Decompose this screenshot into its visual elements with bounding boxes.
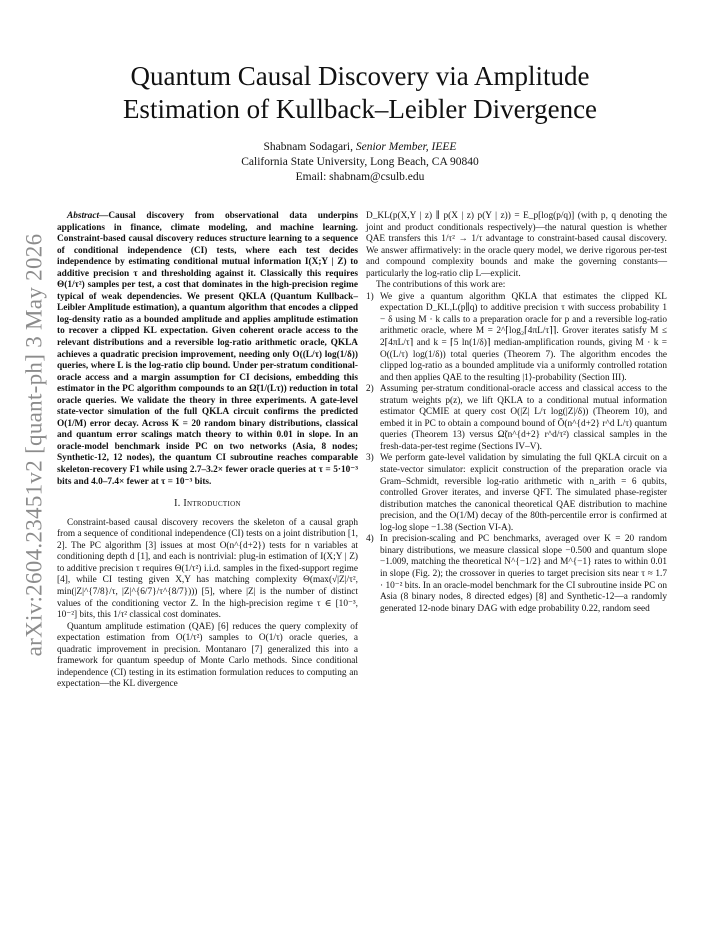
- section-heading-introduction: I. Introduction: [174, 498, 241, 510]
- title-line-2: Estimation of Kullback–Leibler Divergence: [122, 94, 598, 124]
- contribution-item: [366, 292, 667, 384]
- right-paragraph-1: D_KL(p(X,Y | z) ∥ p(X | z) p(Y | z)) = E_p[log(p/q)] (with p, q denoting the joint and product conditionals respectively)—the natural question is whether QAE transfers this 1/τ² → 1/τ advantage to constraint-based causal discovery. We answer affirmatively: in the oracle query model, we derive rigorous per-test and compound complexity bounds and make the governing constants—particularly the log-ratio clip L—explicit.: [366, 211, 667, 279]
- intro-paragraph-2: Quantum amplitude estimation (QAE) [6] reduces the query complexity of expectation estimation from O(1/τ²) samples to O(1/τ) oracle queries, a quadratic improvement in precision. Montanaro [7] generalized this into a framework for quantum speedup of Monte Carlo methods. Since conditional independence (CI) testing in its estimation formulation reduces to computing an expectation—the KL divergence: [57, 621, 358, 690]
- abstract: [57, 211, 358, 488]
- contribution-number: 2): [366, 384, 374, 395]
- title-line-1: Quantum Causal Discovery via Amplitude: [130, 61, 590, 91]
- left-column: [57, 211, 358, 691]
- contributions-list: [366, 292, 667, 615]
- abstract-lead: Abstract: [67, 211, 100, 221]
- arxiv-identifier-text: arXiv:2604.23451v2 [quant-ph] 3 May 2026: [21, 233, 46, 657]
- author-role: Senior Member, IEEE: [355, 141, 457, 153]
- author-line: [80, 140, 640, 155]
- contribution-number: 1): [366, 291, 374, 302]
- paper-title: [80, 60, 640, 126]
- contribution-number: 4): [366, 534, 374, 545]
- contribution-text: We give a quantum algorithm QKLA that estimates the clipped KL expectation D_KL,L(p∥q) to additive precision τ with success probability 1 − δ using M · k calls to a preparation oracle for p and a reversible log-ratio arithmetic oracle, where M = 2^⌈log₂⌈4πL/τ⌉⌉. Grover iterates satisfy M ≤ 2⌈4πL/τ⌉ and k = ⌈5 ln(1/δ)⌉ median-amplification rounds, giving M · k = O((L/τ) log(1/δ)) total queries (Theorem 7). The algorithm encodes the clipped log-ratio as a bounded amplitude via a uniformly controlled rotation and then applies QAE to the resulting |1⟩-probability (Section III).: [380, 291, 667, 383]
- author-block: [80, 140, 640, 185]
- contribution-text: Assuming per-stratum conditional-oracle access and classical access to the stratum weights p(z), we lift QKLA to a conditional mutual information estimator QCMIE at query cost O(|Z| L/τ log(|Z|/δ)) (Theorem 10), and embed it in PC to obtain a compound bound of Õ(n^{d+2} r^d L/τ) quantum queries (Theorem 13) versus Ω̃(n^{d+2} r^d/τ²) classical samples in the fresh-data-per-test regime (Sections IV–V).: [380, 384, 667, 452]
- abstract-body: —Causal discovery from observational data underpins applications in finance, climate modeling, and machine learning. Constraint-based causal discovery reduces structure learning to a sequence of conditional independence (CI) tests, where each test decides independence by estimating conditional mutual information I(X;Y | Z) to additive precision τ and thresholding against it. Classically this requires Θ(1/τ²) samples per test, a cost that dominates in the high-precision regime typical of weak dependencies. We present QKLA (Quantum Kullback–Leibler Amplitude estimation), a quantum algorithm that encodes a clipped log-density ratio as a bounded amplitude and applies amplitude estimation to recover a clipped KL expectation. Given coherent oracle access to the relevant distributions and a reversible log-ratio arithmetic oracle, QKLA achieves a quadratic precision improvement, needing only O((L/τ) log(1/δ)) queries, where L is the log-ratio clip bound. Under per-stratum conditional-oracle access and a margin assumption for CI decisions, embedding this estimator in the PC algorithm compounds to an Ω̃(1/(Lτ)) reduction in total oracle queries. We validate the theory in three experiments. A gate-level state-vector simulation of the full QKLA circuit confirms the predicted O(1/M) error decay. Across K = 20 random binary distributions, classical and quantum error scalings match theory to within 0.01 in slope. In an oracle-model benchmark inside PC on two networks (Asia, 8 nodes; Synthetic-12, 12 nodes), the quantum CI subroutine reaches comparable skeleton-recovery F1 while using 2.7–3.2× fewer oracle queries at τ = 5·10⁻³ bits and 4.0–7.4× fewer at τ = 10⁻³ bits.: [57, 211, 358, 487]
- intro-paragraph-1: Constraint-based causal discovery recovers the skeleton of a causal graph from a sequence of conditional independence (CI) tests on a joint distribution [1, 2]. The PC algorithm [3] issues at most O(n^{d+2}) tests for n variables at conditioning depth d [1], and each is nontrivial: plug-in estimation of I(X;Y | Z) to additive precision τ requires Θ(1/τ²) i.i.d. samples in the fixed-support regime [4], while CI testing given X,Y has matching complexity Θ(max(√|Z|/τ², min(|Z|^{7/8}/τ, |Z|^{6/7}/τ^{8/7}))) [5], where |Z| is the number of distinct values of the conditioning vector Z. In the high-precision regime τ ∈ [10⁻³, 10⁻²] bits, this 1/τ² classical cost dominates.: [57, 517, 358, 621]
- contribution-item: [366, 534, 667, 615]
- right-column: [366, 211, 667, 615]
- arxiv-identifier-stamp: [4, 230, 64, 660]
- affiliation: California State University, Long Beach, CA 90840: [241, 156, 479, 168]
- email: Email: shabnam@csulb.edu: [295, 171, 425, 183]
- contribution-item: [366, 453, 667, 534]
- contribution-text: In precision-scaling and PC benchmarks, averaged over K = 20 random binary distributions, we measure classical slope −0.500 and quantum slope −1.009, matching the theoretical N^{−1/2} and M^{−1} rates to within 0.01 in slope (Fig. 2); the crossover in queries to target precision sits near τ ≈ 1.7 · 10⁻² bits. In an oracle-model benchmark for the CI subroutine inside PC on Asia (8 binary nodes, 8 directed edges) [8] and Synthetic-12—a randomly generated 12-node binary DAG with edge probability 0.22, random seed: [380, 534, 667, 614]
- contribution-number: 3): [366, 453, 374, 464]
- contributions-intro: The contributions of this work are:: [376, 280, 506, 291]
- contribution-item: [366, 384, 667, 453]
- contribution-text: We perform gate-level validation by simulating the full QKLA circuit on a state-vector simulator: explicit construction of the preparation oracle via Gram–Schmidt, reversible log-ratio arithmetic with n_arith = 6 qubits, controlled Grover iterates, and inverse QFT. The simulated phase-register distribution matches the canonical theoretical QAE distribution to machine precision, and the O(1/M) decay of the 80th-percentile error is confirmed at log-log slope −1.38 (Section VI-A).: [380, 453, 667, 533]
- author-name: Shabnam Sodagari,: [263, 141, 356, 153]
